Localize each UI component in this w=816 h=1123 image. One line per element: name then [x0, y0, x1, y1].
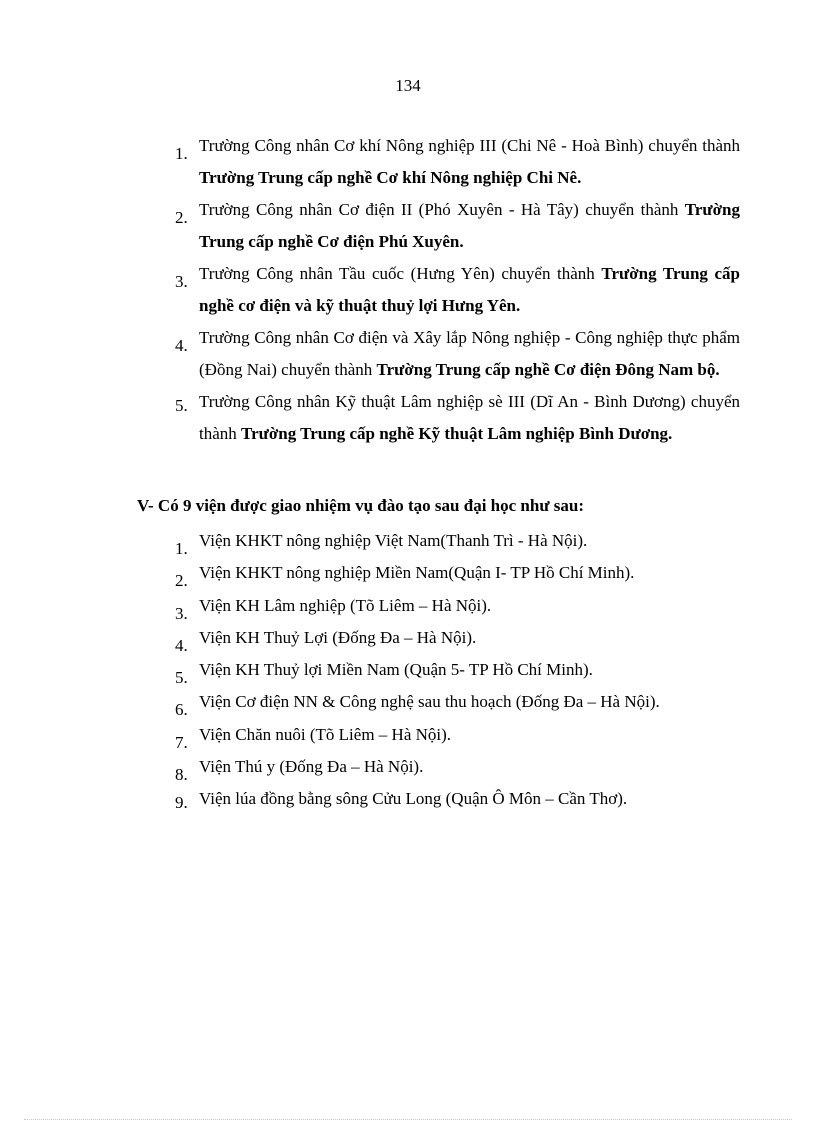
list-item-number: 2.: [175, 571, 188, 591]
list-item-text: Viện Cơ điện NN & Công nghệ sau thu hoạch (Đống Đa – Hà Nội).: [199, 692, 660, 712]
list-item-text: Viện KH Thuỷ Lợi (Đống Đa – Hà Nội).: [199, 627, 477, 647]
list-item-number: 3.: [175, 272, 188, 291]
list-item-new-name: Trường Trung cấp nghề Kỹ thuật Lâm nghiệp Bình Dương.: [241, 424, 673, 443]
list-item-number: 5.: [175, 396, 188, 415]
list-item-number: 5.: [175, 668, 188, 688]
list-item-new-name: Trường Trung cấp nghề cơ điện và kỹ thuật thuỷ lợi Hưng Yên.: [199, 264, 740, 315]
list-item: [0, 194, 740, 258]
list-item-new-name: Trường Trung cấp nghề Cơ khí Nông nghiệp Chi Nê.: [199, 168, 582, 187]
list-item-text: Trường Công nhân Cơ điện và Xây lắp Nông nghiệp - Công nghiệp thực phẩm (Đồng Nai) chuyển thành: [199, 328, 740, 379]
list-item-text: Viện Thú y (Đống Đa – Hà Nội).: [199, 757, 424, 777]
list-item-text: Viện KH Thuỷ lợi Miền Nam (Quận 5- TP Hồ Chí Minh).: [199, 660, 593, 680]
list-item-text: Viện KH Lâm nghiệp (Tõ Liêm – Hà Nội).: [199, 595, 492, 615]
list-item: [0, 751, 740, 783]
list-item-text: Viện Chăn nuôi (Tõ Liêm – Hà Nội).: [199, 724, 452, 744]
section-heading: V- Có 9 viện được giao nhiệm vụ đào tạo sau đại học như sau:: [137, 496, 585, 515]
list-item-text: Trường Công nhân Cơ điện II (Phó Xuyên - Hà Tây) chuyển thành: [199, 200, 685, 219]
list-item-text: Viện KHKT nông nghiệp Miền Nam(Quận I- TP Hồ Chí Minh).: [199, 563, 635, 583]
list-item-number: 4.: [175, 336, 188, 355]
list-item-text: Viện KHKT nông nghiệp Việt Nam(Thanh Trì - Hà Nội).: [199, 531, 588, 550]
list-item: [0, 258, 740, 322]
list-item-text: Trường Công nhân Tầu cuốc (Hưng Yên) chuyển thành: [199, 264, 602, 283]
list-item: [0, 557, 740, 589]
list-item-new-name: Trường Trung cấp nghề Cơ điện Phú Xuyên.: [199, 200, 740, 251]
list-item-number: 3.: [175, 603, 188, 623]
page-number: 134: [395, 76, 421, 95]
list-item-number: 8.: [175, 765, 188, 785]
list-item-number: 9.: [175, 793, 188, 813]
school-conversion-list: [0, 130, 740, 450]
list-item-number: 6.: [175, 700, 188, 720]
list-item: [0, 130, 740, 194]
list-item: [0, 622, 740, 654]
list-item: [0, 783, 740, 815]
institute-list: [0, 525, 740, 816]
list-item-text: Trường Công nhân Kỹ thuật Lâm nghiệp sè III (Dĩ An - Bình Dương) chuyển thành: [199, 392, 740, 443]
list-item: [0, 686, 740, 718]
list-item-text: Viện lúa đồng bằng sông Cửu Long (Quận Ô Môn – Cần Thơ).: [199, 789, 628, 809]
list-item: [0, 525, 740, 557]
list-item: [0, 654, 740, 686]
list-item-new-name: Trường Trung cấp nghề Cơ điện Đông Nam bộ.: [376, 360, 720, 379]
page-bottom-divider: [24, 1119, 792, 1120]
list-item-number: 4.: [175, 635, 188, 655]
list-item: [0, 386, 740, 450]
list-item-number: 1.: [175, 144, 188, 163]
list-item-number: 7.: [175, 732, 188, 752]
list-item-text: Trường Công nhân Cơ khí Nông nghiệp III (Chi Nê - Hoà Bình) chuyển thành: [199, 136, 740, 155]
list-item: [0, 590, 740, 622]
list-item: [0, 322, 740, 386]
list-item: [0, 719, 740, 751]
list-item-number: 1.: [175, 539, 188, 558]
list-item-number: 2.: [175, 208, 188, 227]
